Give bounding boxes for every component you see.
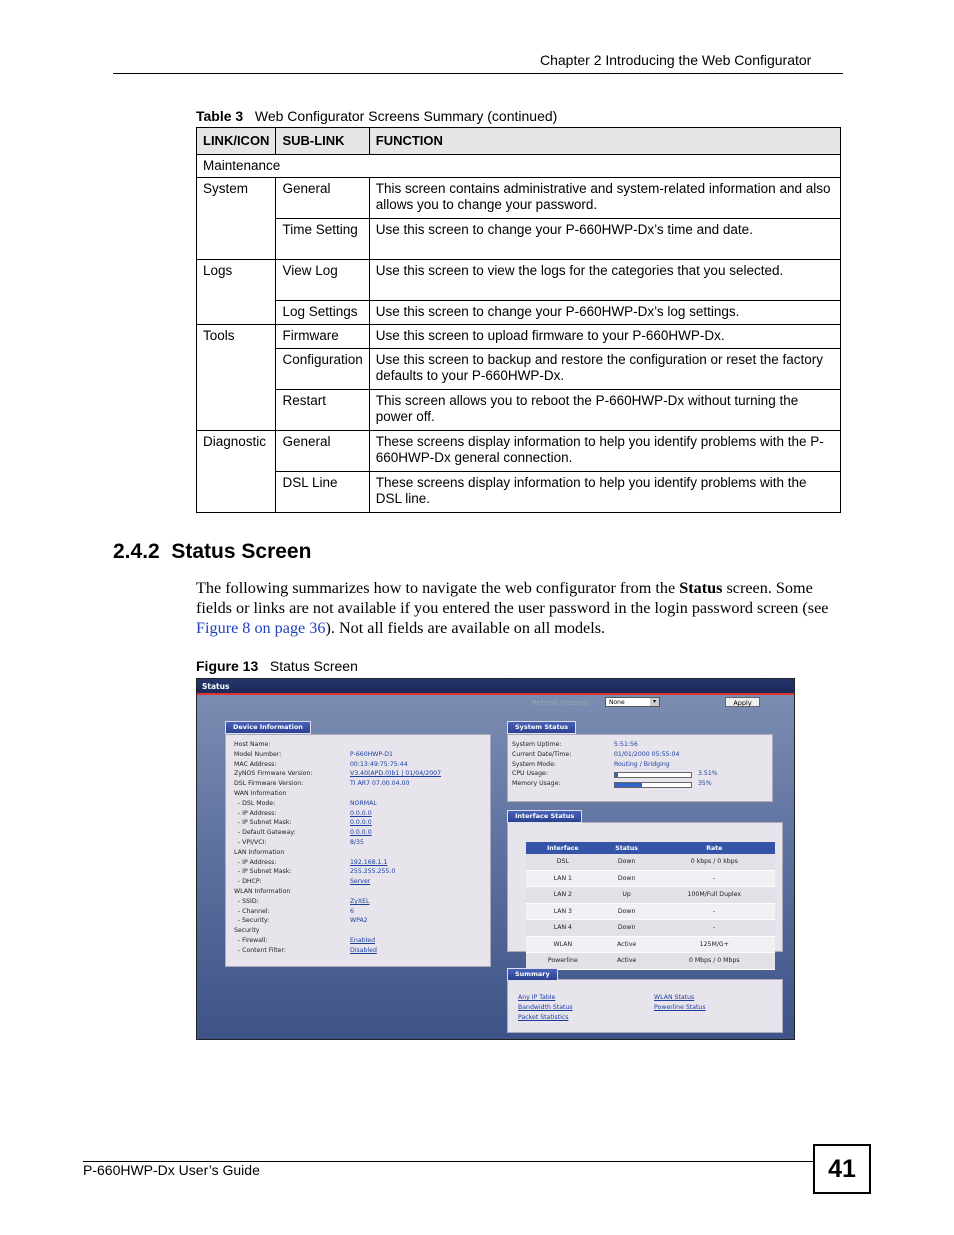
cpu-usage-bar (614, 772, 692, 778)
system-status-label: System Uptime: (512, 741, 562, 748)
cell-link: Logs (197, 260, 276, 325)
interface-cell: WLAN (526, 936, 600, 953)
device-info-label: - Channel: (234, 907, 270, 915)
table-row (197, 325, 841, 349)
figure-8-link[interactable]: Figure 8 on page 36 (196, 619, 326, 637)
cell-function: Use this screen to change your P-660HWP-Dx’s time and date. (369, 219, 840, 260)
interface-cell: LAN 3 (526, 903, 600, 920)
cell-sublink: Time Setting (276, 219, 369, 260)
device-info-value[interactable]: 0.0.0.0 (350, 829, 372, 837)
cell-sublink: View Log (276, 260, 369, 301)
table-caption-text: Web Configurator Screens Summary (continued) (254, 108, 558, 124)
system-status-value: 5:51:56 (614, 741, 638, 748)
interface-status-panel (507, 822, 783, 965)
device-info-value: P-660HWP-D1 (350, 750, 393, 758)
cell-sublink: General (276, 431, 369, 472)
interface-cell: 0 kbps / 0 kbps (654, 854, 775, 870)
table-row (197, 431, 841, 472)
system-status-label: Memory Usage: (512, 780, 561, 788)
table-row (197, 301, 841, 325)
table-row (526, 887, 775, 904)
status-title: Status (202, 682, 230, 691)
powerline-status-link[interactable]: Powerline Status (654, 1004, 706, 1011)
device-info-label: - DHCP: (234, 878, 262, 886)
refresh-interval-select[interactable] (605, 697, 660, 707)
interface-cell: Up (600, 887, 654, 904)
cell-link: Diagnostic (197, 431, 276, 513)
interface-cell: Down (600, 854, 654, 870)
table-row (197, 260, 841, 301)
interface-cell: - (654, 920, 775, 937)
interface-cell: Down (600, 920, 654, 937)
table-row (197, 219, 841, 260)
figure-caption (196, 658, 358, 674)
page-number: 41 (813, 1144, 871, 1194)
interface-cell: 125M/G+ (654, 936, 775, 953)
interface-cell: LAN 4 (526, 920, 600, 937)
device-info-label: - Firewall: (234, 937, 268, 944)
section-title: 2.4.2 Status Screen (113, 540, 312, 563)
table-header-row (197, 128, 841, 155)
device-info-value[interactable]: Disabled (350, 946, 377, 954)
cell-sublink: Configuration (276, 349, 369, 390)
body-paragraph (196, 578, 846, 638)
device-info-label: - IP Address: (234, 858, 277, 866)
interface-cell: Down (600, 903, 654, 920)
device-info-value[interactable]: 192.168.1.1 (350, 858, 388, 866)
system-status-tab: System Status (507, 721, 576, 734)
device-info-value: 255.255.255.0 (350, 868, 396, 876)
device-info-value: TI AR7 07.00.04.00 (350, 780, 410, 788)
interface-cell: 0 Mbps / 0 Mbps (654, 953, 775, 970)
table-row (197, 472, 841, 513)
para-bold-status: Status (679, 579, 723, 597)
device-info-label: - IP Subnet Mask: (234, 868, 292, 876)
device-info-value[interactable]: 0.0.0.0 (350, 809, 372, 817)
status-screenshot (196, 678, 795, 1040)
interface-cell: - (654, 870, 775, 887)
device-info-label: MAC Address: (234, 760, 277, 768)
interface-status-table (526, 842, 775, 970)
cell-function: These screens display information to help you identify problems with the P-660HWP-Dx general connection. (369, 431, 840, 472)
guide-title: P-660HWP-Dx User’s Guide (83, 1162, 260, 1178)
interface-status-tab: Interface Status (507, 810, 582, 823)
system-status-label: CPU Usage: (512, 770, 548, 778)
interface-cell: LAN 1 (526, 870, 600, 887)
system-status-value: 3.51% (698, 770, 718, 778)
figure-caption-label: Figure 13 (196, 658, 259, 674)
interface-cell: Powerline (526, 953, 600, 970)
wlan-status-link[interactable]: WLAN Status (654, 994, 695, 1001)
table-row (197, 178, 841, 219)
table-caption-label: Table 3 (196, 108, 244, 124)
interface-cell: 100M/Full Duplex (654, 887, 775, 904)
cell-sublink: Restart (276, 390, 369, 431)
device-info-value: NORMAL (350, 799, 377, 807)
header-rule (113, 73, 843, 74)
table-row (526, 953, 775, 970)
interface-cell: Active (600, 936, 654, 953)
interface-col-header: Interface (526, 842, 600, 854)
device-info-label: - SSID: (234, 897, 259, 905)
device-information-tab: Device Information (225, 721, 311, 734)
memory-usage-bar (614, 782, 692, 788)
cell-function: Use this screen to change your P-660HWP-Dx’s log settings. (369, 301, 840, 325)
table-section-row (197, 155, 841, 178)
device-info-label: Model Number: (234, 750, 282, 758)
device-info-label: - Security: (234, 917, 270, 925)
device-info-value[interactable]: ZyXEL (350, 897, 370, 905)
device-info-label: ZyNOS Firmware Version: (234, 770, 313, 778)
cell-function: Use this screen to backup and restore the configuration or reset the factory defaults to your P-660HWP-Dx. (369, 349, 840, 390)
device-info-label: LAN Information (234, 848, 285, 856)
device-info-label: - IP Subnet Mask: (234, 819, 292, 827)
apply-button[interactable]: Apply (725, 697, 760, 707)
interface-col-header: Rate (654, 842, 775, 854)
section-maintenance: Maintenance (197, 155, 841, 178)
table-row (197, 390, 841, 431)
table-row (526, 903, 775, 920)
cpu-usage-fill (615, 773, 618, 777)
bandwidth-status-link[interactable]: Bandwidth Status (518, 1004, 573, 1011)
device-info-label: Security (234, 927, 260, 935)
cell-sublink: Log Settings (276, 301, 369, 325)
packet-statistics-link[interactable]: Packet Statistics (518, 1014, 569, 1021)
cell-function: Use this screen to view the logs for the categories that you selected. (369, 260, 840, 301)
refresh-interval-value: None (609, 699, 625, 706)
device-info-label: - DSL Mode: (234, 799, 276, 807)
interface-col-header: Status (600, 842, 654, 854)
device-info-label: DSL Firmware Version: (234, 780, 304, 788)
para-text: ). Not all fields are available on all models. (325, 619, 606, 637)
col-header-sublink: SUB-LINK (276, 128, 369, 155)
table-caption (196, 108, 557, 124)
system-status-value: 01/01/2000 05:55:04 (614, 750, 680, 758)
screens-summary-table (196, 127, 841, 513)
table-row (526, 920, 775, 937)
device-info-label: Host Name: (234, 741, 271, 748)
device-info-value[interactable]: V3.40(APD.0)b1 | 01/04/2007 (350, 770, 442, 778)
device-info-label: - IP Address: (234, 809, 277, 817)
cell-function: This screen allows you to reboot the P-660HWP-Dx without turning the power off. (369, 390, 840, 431)
interface-cell: Down (600, 870, 654, 887)
refresh-interval-label: Refresh Interval: (532, 699, 590, 707)
device-info-label: - Content Filter: (234, 946, 287, 954)
device-info-value: 00:13:49:75:75:44 (350, 760, 408, 768)
system-status-label: Current Date/Time: (512, 750, 572, 758)
col-header-function: FUNCTION (369, 128, 840, 155)
memory-usage-fill (615, 783, 642, 787)
device-info-value: WPA2 (350, 917, 368, 925)
system-status-panel (507, 734, 773, 802)
interface-cell: LAN 2 (526, 887, 600, 904)
table-row (197, 349, 841, 390)
device-info-label: WAN Information (234, 790, 287, 797)
cell-sublink: General (276, 178, 369, 219)
cell-link: System (197, 178, 276, 260)
cell-function: Use this screen to upload firmware to your P-660HWP-Dx. (369, 325, 840, 349)
table-row (526, 936, 775, 953)
any-ip-table-link[interactable]: Any IP Table (518, 994, 556, 1001)
system-status-value[interactable]: Routing / Bridging (614, 760, 670, 768)
system-status-value: 35% (698, 780, 712, 788)
device-information-panel (225, 734, 491, 967)
titlebar-accent (197, 693, 794, 695)
chapter-header: Chapter 2 Introducing the Web Configurator (540, 52, 812, 68)
table-row (526, 854, 775, 870)
interface-cell: DSL (526, 854, 600, 870)
summary-panel (507, 979, 783, 1033)
figure-caption-text: Status Screen (269, 658, 358, 674)
device-info-value[interactable]: Enabled (350, 937, 376, 944)
device-info-value: 6 (350, 907, 354, 915)
summary-tab: Summary (507, 968, 558, 981)
device-info-label: WLAN Information (234, 888, 291, 895)
interface-cell: - (654, 903, 775, 920)
para-text: The following summarizes how to navigate the web configurator from the (196, 579, 680, 597)
device-info-label: - VPI/VCI: (234, 839, 267, 846)
device-info-label: - Default Gateway: (234, 829, 296, 837)
device-info-value: 8/35 (350, 839, 364, 846)
interface-header-row (526, 842, 775, 854)
system-status-label: System Mode: (512, 760, 556, 768)
cell-sublink: DSL Line (276, 472, 369, 513)
para-text: screen. Some fields or links are not available if you entered the user password in the login password screen (see (196, 579, 829, 617)
chevron-down-icon[interactable]: ▾ (650, 698, 659, 706)
device-info-value[interactable]: 0.0.0.0 (350, 819, 372, 827)
interface-cell: Active (600, 953, 654, 970)
device-info-value[interactable]: Server (350, 878, 371, 886)
cell-sublink: Firmware (276, 325, 369, 349)
cell-function: This screen contains administrative and system-related information and also allows you to change your password. (369, 178, 840, 219)
col-header-link: LINK/ICON (197, 128, 276, 155)
cell-function: These screens display information to help you identify problems with the DSL line. (369, 472, 840, 513)
cell-link: Tools (197, 325, 276, 431)
table-row (526, 870, 775, 887)
